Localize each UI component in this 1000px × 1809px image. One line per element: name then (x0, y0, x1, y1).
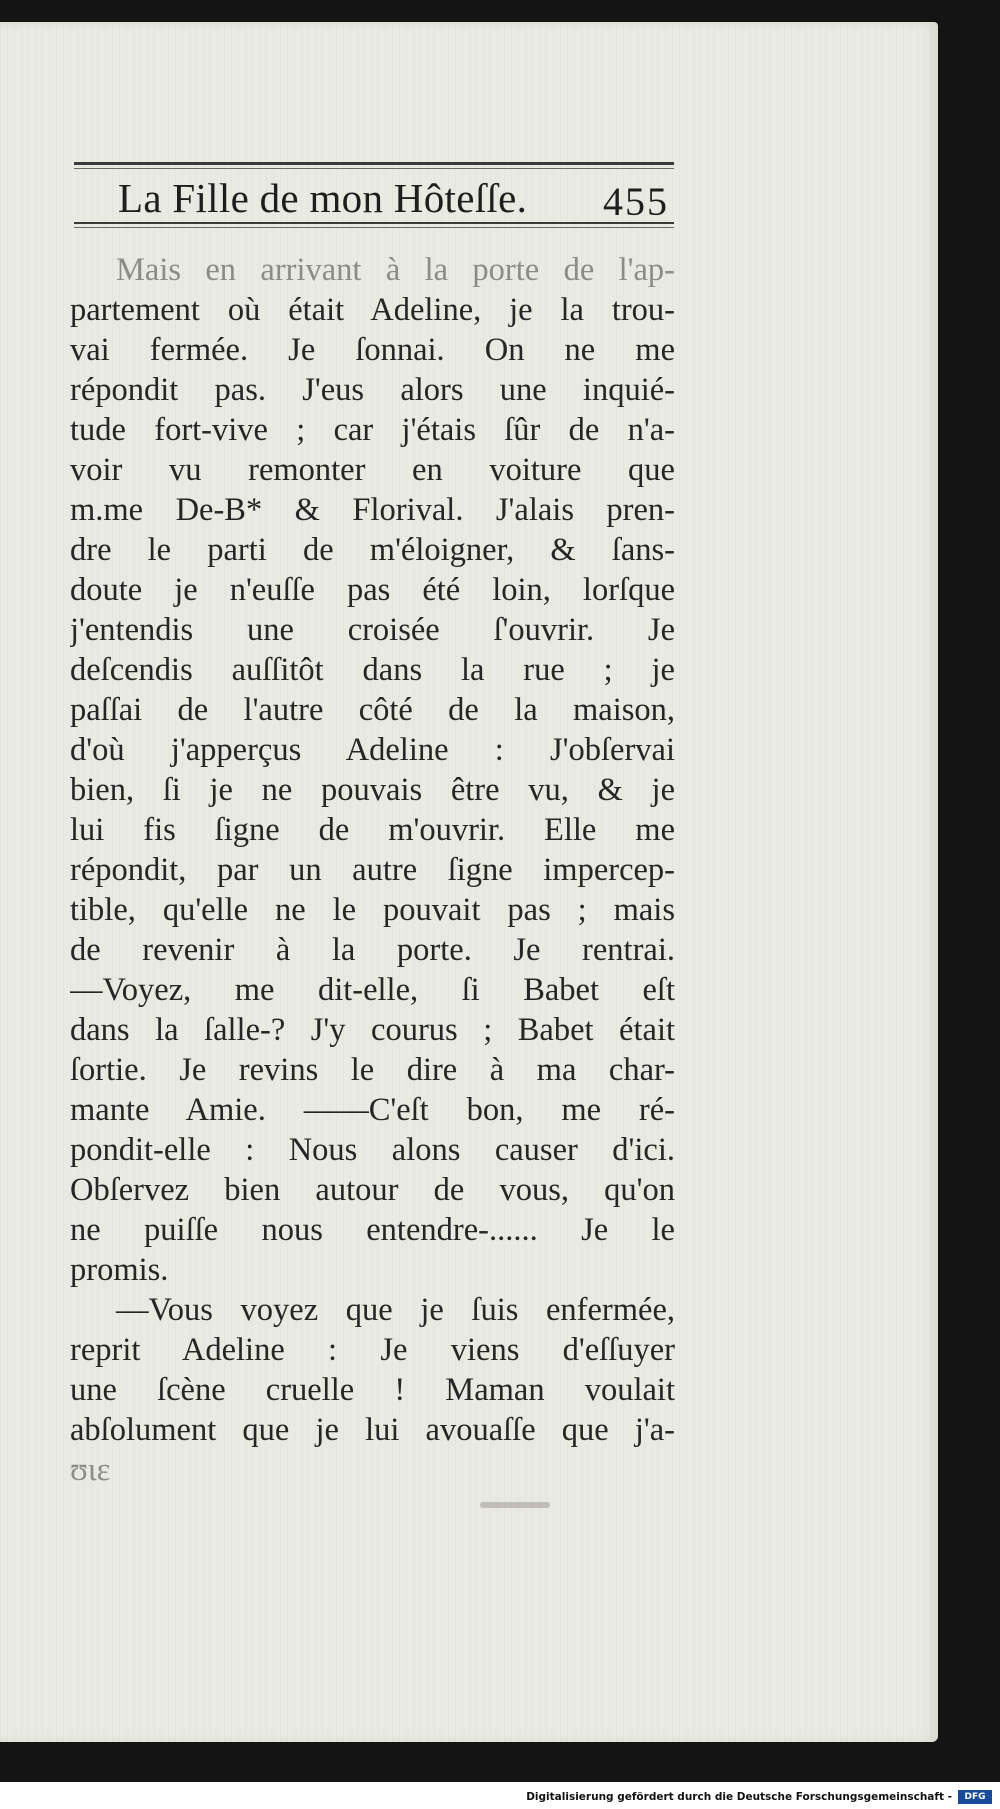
text-line: paſſai de l'autre côté de la maison, (70, 692, 675, 728)
text-line: —Voyez, me dit-elle, ſi Babet eſt (70, 972, 675, 1008)
text-line: tible, qu'elle ne le pouvait pas ; mais (70, 892, 675, 928)
ink-smudge (480, 1502, 550, 1508)
text-line: deſcendis auſſitôt dans la rue ; je (70, 652, 675, 688)
text-line: pondit-elle : Nous alons causer d'ici. (70, 1132, 675, 1168)
text-line: bien, ſi je ne pouvais être vu, & je (70, 772, 675, 808)
text-line: promis. (70, 1252, 169, 1288)
text-line: dre le parti de m'éloigner, & ſans- (70, 532, 675, 568)
page-number: 455 (603, 179, 669, 224)
text-line: mante Amie. ——C'eſt bon, me ré- (70, 1092, 675, 1128)
text-line: j'entendis une croisée ſ'ouvrir. Je (70, 612, 675, 648)
text-line: reprit Adeline : Je viens d'eſſuyer (70, 1332, 675, 1368)
text-line: vai fermée. Je ſonnai. On ne me (70, 332, 675, 368)
text-line: ne puiſſe nous entendre-...... Je le (70, 1212, 675, 1248)
header-rule-bottom (74, 222, 674, 224)
body-text (70, 250, 675, 1490)
header-rule-top (74, 162, 674, 165)
text-line: tude fort-vive ; car j'étais ſûr de n'a- (70, 412, 675, 448)
text-line: lui fis ſigne de m'ouvrir. Elle me (70, 812, 675, 848)
text-line: une ſcène cruelle ! Maman voulait (70, 1372, 675, 1408)
text-line: de revenir à la porte. Je rentrai. (70, 932, 675, 968)
text-line: partement où était Adeline, je la trou- (70, 292, 675, 328)
text-line: répondit, par un autre ſigne impercep- (70, 852, 675, 888)
text-line: Mais en arrivant à la porte de l'ap- (116, 252, 675, 288)
text-line: doute je n'euſſe pas été loin, lorſque (70, 572, 675, 608)
dfg-logo-icon: DFG (958, 1790, 992, 1804)
running-head-title: La Fille de mon Hôteſſe. (118, 175, 528, 221)
text-line: abſolument que je lui avouaſſe que j'a- (70, 1412, 675, 1448)
text-line: —Vous voyez que je ſuis enfermée, (116, 1292, 675, 1328)
text-line: voir vu remonter en voiture que (70, 452, 675, 488)
text-line: répondit pas. J'eus alors une inquié- (70, 372, 675, 408)
digitization-credit: Digitalisierung gefördert durch die Deutsche Forschungsgemeinschaft - (526, 1791, 952, 1803)
catchword: ʊιε (70, 1452, 111, 1488)
text-line: dans la ſalle-? J'y courus ; Babet était (70, 1012, 675, 1048)
text-line: ſortie. Je revins le dire à ma char- (70, 1052, 675, 1088)
text-line: m.me De-B* & Florival. J'alais pren- (70, 492, 675, 528)
text-line: d'où j'apperçus Adeline : J'obſervai (70, 732, 675, 768)
text-line: Obſervez bien autour de vous, qu'on (70, 1172, 675, 1208)
book-page (0, 22, 938, 1742)
